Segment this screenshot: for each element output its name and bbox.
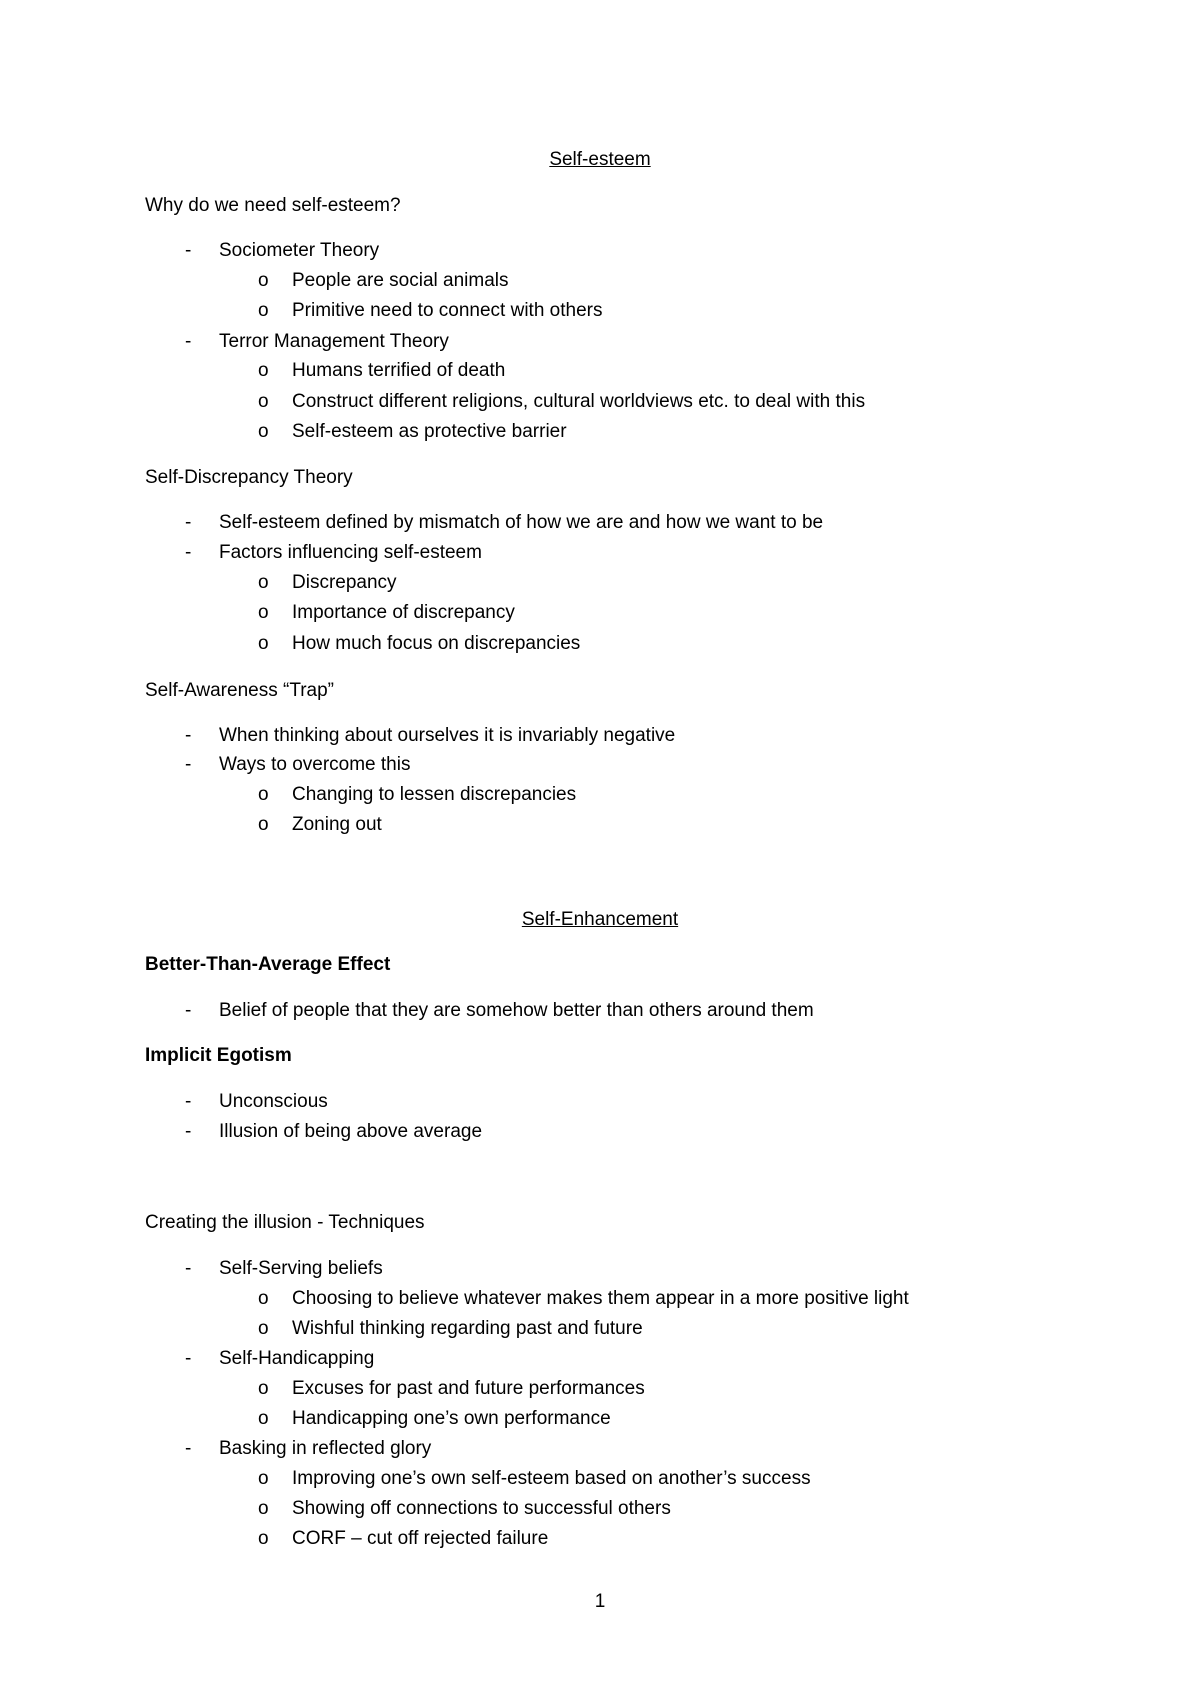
dash-bullet: - (185, 1258, 192, 1279)
section-title-self-enhancement: Self-Enhancement (521, 909, 679, 930)
sub-item: Showing off connections to successful others (292, 1498, 671, 1519)
circle-bullet: o (258, 1528, 269, 1549)
circle-bullet: o (258, 300, 269, 321)
sub-item: Humans terrified of death (292, 360, 506, 381)
circle-bullet: o (258, 572, 269, 593)
dash-bullet: - (185, 542, 192, 563)
heading-why-self-esteem: Why do we need self-esteem? (145, 195, 401, 216)
sub-item: Changing to lessen discrepancies (292, 784, 577, 805)
circle-bullet: o (258, 1288, 269, 1309)
list-item-self-handicapping: Self-Handicapping (219, 1348, 375, 1369)
circle-bullet: o (258, 814, 269, 835)
dash-bullet: - (185, 1438, 192, 1459)
dash-bullet: - (185, 512, 192, 533)
dash-bullet: - (185, 1348, 192, 1369)
list-item-terror: Terror Management Theory (219, 331, 449, 352)
circle-bullet: o (258, 602, 269, 623)
dash-bullet: - (185, 1000, 192, 1021)
section-title-self-esteem: Self-esteem (549, 149, 651, 170)
circle-bullet: o (258, 360, 269, 381)
circle-bullet: o (258, 784, 269, 805)
heading-self-awareness: Self-Awareness “Trap” (145, 680, 335, 701)
list-item-factors: Factors influencing self-esteem (219, 542, 482, 563)
list-item: Illusion of being above average (219, 1121, 483, 1142)
sub-item: Choosing to believe whatever makes them appear in a more positive light (292, 1288, 909, 1309)
circle-bullet: o (258, 1408, 269, 1429)
list-item-basking: Basking in reflected glory (219, 1438, 432, 1459)
circle-bullet: o (258, 1498, 269, 1519)
list-item-overcome: Ways to overcome this (219, 754, 411, 775)
dash-bullet: - (185, 754, 192, 775)
heading-techniques: Creating the illusion - Techniques (145, 1212, 425, 1233)
heading-implicit-egotism: Implicit Egotism (145, 1045, 292, 1066)
circle-bullet: o (258, 421, 269, 442)
dash-bullet: - (185, 1121, 192, 1142)
sub-item: Construct different religions, cultural worldviews etc. to deal with this (292, 391, 866, 412)
heading-better-than-average: Better-Than-Average Effect (145, 954, 391, 975)
dash-bullet: - (185, 725, 192, 746)
list-item-sociometer: Sociometer Theory (219, 240, 380, 261)
circle-bullet: o (258, 633, 269, 654)
sub-item: Handicapping one’s own performance (292, 1408, 611, 1429)
circle-bullet: o (258, 1378, 269, 1399)
sub-item: Wishful thinking regarding past and future (292, 1318, 643, 1339)
page-number: 1 (594, 1591, 606, 1612)
heading-self-discrepancy: Self-Discrepancy Theory (145, 467, 353, 488)
circle-bullet: o (258, 1468, 269, 1489)
list-item: Unconscious (219, 1091, 328, 1112)
sub-item: People are social animals (292, 270, 509, 291)
sub-item: Improving one’s own self-esteem based on another’s success (292, 1468, 811, 1489)
dash-bullet: - (185, 1091, 192, 1112)
circle-bullet: o (258, 391, 269, 412)
sub-item: How much focus on discrepancies (292, 633, 581, 654)
list-item: When thinking about ourselves it is invariably negative (219, 725, 676, 746)
list-item-self-serving: Self-Serving beliefs (219, 1258, 383, 1279)
sub-item: Zoning out (292, 814, 382, 835)
sub-item: Excuses for past and future performances (292, 1378, 645, 1399)
list-item: Belief of people that they are somehow better than others around them (219, 1000, 814, 1021)
circle-bullet: o (258, 1318, 269, 1339)
dash-bullet: - (185, 331, 192, 352)
sub-item: CORF – cut off rejected failure (292, 1528, 549, 1549)
sub-item: Primitive need to connect with others (292, 300, 603, 321)
circle-bullet: o (258, 270, 269, 291)
sub-item: Importance of discrepancy (292, 602, 515, 623)
dash-bullet: - (185, 240, 192, 261)
sub-item: Discrepancy (292, 572, 397, 593)
list-item: Self-esteem defined by mismatch of how we are and how we want to be (219, 512, 824, 533)
sub-item: Self-esteem as protective barrier (292, 421, 567, 442)
